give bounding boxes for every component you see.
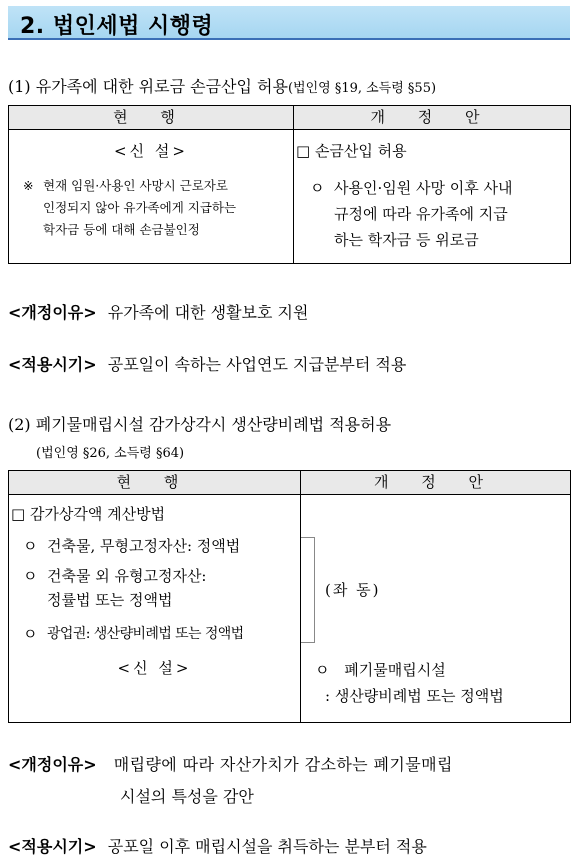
- current-bullet-2b: [9, 588, 300, 622]
- item1-heading: [8, 74, 436, 97]
- reason-text: 매립량에 따라 자산가치가 감소하는 폐기물매립: [113, 755, 453, 774]
- reason-text: 유가족에 대한 생활보호 지원: [107, 303, 309, 322]
- current-bullet-3: [9, 622, 300, 656]
- table1-header-current: 현 행: [9, 106, 294, 130]
- item2-reason: [8, 752, 453, 775]
- bullet-text: 광업권: 생산량비례법 또는 정액법: [47, 626, 244, 642]
- note-line: 학자금 등에 대해 손금불인정: [43, 222, 200, 237]
- note-line: 현재 임원·사용인 사망시 근로자로: [43, 178, 228, 193]
- current-bullet-2: [9, 564, 300, 588]
- table1-header-proposed: 개 정 안: [294, 106, 571, 130]
- effective-text: 공포일이 속하는 사업연도 지급분부터 적용: [107, 355, 407, 374]
- bullet-text: 건축물 외 유형고정자산:: [47, 567, 207, 585]
- table1-proposed-cell: [294, 130, 571, 264]
- table2-proposed-same: (좌 동): [325, 581, 381, 599]
- table2-current-new: <신 설>: [117, 659, 192, 677]
- effective-label: <적용시기>: [8, 355, 97, 374]
- bullet-mark: ㅇ: [23, 567, 38, 585]
- reason-label: <개정이유>: [8, 303, 97, 322]
- comparison-table-1: [8, 105, 571, 264]
- bullet-text: 정률법 또는 정액법: [47, 591, 173, 609]
- table2-proposed-bullet: [315, 657, 504, 709]
- table1-current-new: <신 설>: [114, 142, 188, 160]
- bullet-text: 건축물, 무형고정자산: 정액법: [47, 537, 241, 555]
- current-bullet-1: [9, 534, 300, 564]
- table2-proposed-cell: [301, 495, 571, 723]
- table1-current-note: [9, 175, 293, 241]
- table1-proposed-head: □ 손금산입 허용: [296, 142, 407, 160]
- item2-reason-cont: 시설의 특성을 감안: [120, 787, 254, 806]
- bracket: [301, 537, 315, 643]
- proposed-line: 사용인·임원 사망 이후 사내: [334, 179, 513, 197]
- item2-heading-ref: (법인영 §26, 소득령 §64): [36, 446, 185, 461]
- effective-text: 공포일 이후 매립시설을 취득하는 분부터 적용: [107, 837, 427, 856]
- item2-heading: (2) 폐기물매립시설 감가상각시 생산량비례법 적용허용: [8, 415, 392, 434]
- table1-current-cell: [9, 130, 294, 264]
- bullet-mark: ㅇ: [23, 537, 38, 555]
- bullet-mark: ㅇ: [310, 179, 325, 197]
- bullet-text: 폐기물매립시설: [344, 661, 446, 679]
- table2-current-cell: [9, 495, 301, 723]
- note-line: 인정되지 않아 유가족에게 지급하는: [43, 200, 237, 215]
- section-title: 2. 법인세법 시행령: [20, 14, 214, 39]
- item2-effective: [8, 834, 427, 857]
- proposed-line: 규정에 따라 유가족에 지급: [334, 205, 508, 223]
- bullet-text-2: : 생산량비례법 또는 정액법: [325, 687, 504, 705]
- proposed-line: 하는 학자금 등 위로금: [334, 231, 479, 249]
- reason-label: <개정이유>: [8, 755, 97, 774]
- bullet-mark: ㅇ: [315, 661, 330, 679]
- section-title-bar: [8, 6, 570, 40]
- item1-heading-ref: (법인영 §19, 소득령 §55): [287, 81, 437, 96]
- table2-current-head: □ 감가상각액 계산방법: [11, 505, 166, 523]
- note-mark: ※: [23, 178, 34, 193]
- table2-header-current: 현 행: [9, 471, 301, 495]
- item1-effective: [8, 352, 406, 375]
- item1-reason: [8, 300, 308, 323]
- table1-proposed-bullet-block: [294, 175, 570, 253]
- effective-label: <적용시기>: [8, 837, 97, 856]
- item1-heading-text: (1) 유가족에 대한 위로금 손금산입 허용: [8, 77, 288, 96]
- comparison-table-2: [8, 470, 571, 723]
- table2-current-bullets: [9, 534, 300, 680]
- table2-header-proposed: 개 정 안: [301, 471, 571, 495]
- bullet-mark: ㅇ: [23, 625, 38, 643]
